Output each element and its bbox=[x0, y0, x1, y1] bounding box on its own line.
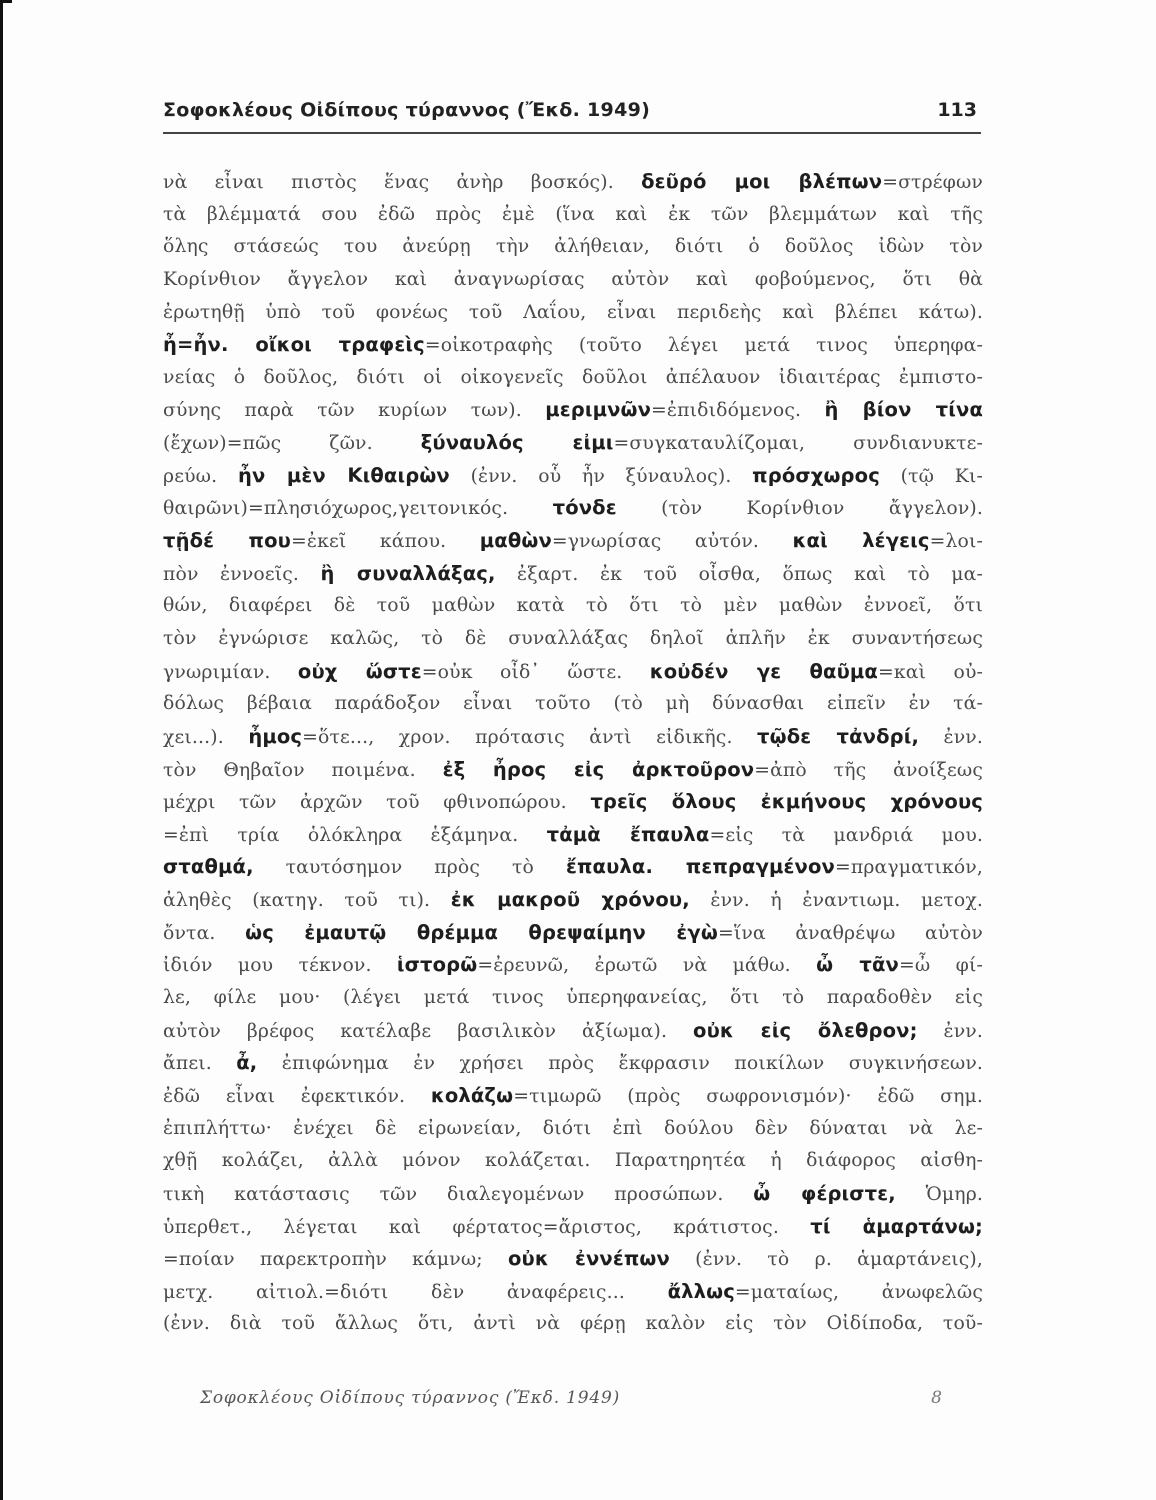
gloss: ρεύω. bbox=[163, 465, 238, 487]
gloss: ἐπιπλήττω· ἐνέχει δὲ εἰρωνείαν, διότι ἐπὶ δούλου δὲν δύναται νὰ λε- bbox=[163, 1117, 983, 1139]
lemma: ἦν μὲν Κιθαιρὼν bbox=[237, 463, 450, 487]
lemma: σταθμά, bbox=[163, 855, 254, 879]
lemma: ἢ βίον τίνα bbox=[824, 398, 983, 422]
gloss: =ἵνα ἀναθρέψω αὐτὸν bbox=[717, 922, 983, 944]
gloss: θών, διαφέρει δὲ τοῦ μαθὼν κατὰ τὸ ὅτι τὸ μὲν μαθὼν ἐννοεῖ, ὅτι bbox=[163, 595, 983, 617]
lemma: ἦ=ἦν. οἴκοι τραφεὶς bbox=[163, 333, 425, 357]
text-line bbox=[163, 1113, 983, 1146]
text-line bbox=[163, 297, 983, 330]
text-line bbox=[163, 1178, 983, 1211]
lemma: ὦ φέριστε, bbox=[753, 1181, 896, 1205]
lemma: ὡς ἐμαυτῷ θρέμμα θρεψαίμην ἐγὼ bbox=[245, 920, 718, 944]
gloss: =καὶ οὐ- bbox=[877, 661, 984, 683]
gloss: νείας ὁ δοῦλος, διότι οἱ οἰκογενεῖς δοῦλοι ἀπέλαυον ἰδιαιτέρας ἐμπιστο- bbox=[163, 366, 983, 388]
lemma: τόνδε bbox=[552, 496, 617, 520]
gloss: =εἰς τὰ μανδριά μου. bbox=[709, 824, 984, 846]
text-line bbox=[163, 656, 983, 689]
gloss: δόλως βέβαια παράδοξον εἶναι τοῦτο (τὸ μὴ δύνασθαι εἰπεῖν ἐν τά- bbox=[163, 693, 983, 715]
lemma: ἦμος bbox=[248, 724, 303, 748]
lemma: μαθὼν bbox=[479, 529, 552, 553]
gloss: =ἐρευνῶ, ἐρωτῶ νὰ μάθω. bbox=[477, 955, 817, 977]
gloss: ἐπιφώνημα ἐν χρήσει πρὸς ἔκφρασιν ποικίλων συγκινήσεων. bbox=[257, 1053, 984, 1075]
scan-corner bbox=[0, 0, 12, 3]
lemma: μεριμνῶν bbox=[545, 398, 652, 422]
gloss: ἰδιόν μου τέκνον. bbox=[163, 955, 397, 977]
gloss: πὸν ἐννοεῖς. bbox=[163, 563, 321, 585]
text-line bbox=[163, 1080, 983, 1113]
text-line bbox=[163, 492, 983, 525]
text-line bbox=[163, 1276, 983, 1309]
gloss: χθῇ κολάζει, ἀλλὰ μόνον κολάζεται. Παρατηρητέα ἡ διάφορος αἰσθη- bbox=[163, 1150, 983, 1172]
gloss: =γνωρίσας αὐτόν. bbox=[551, 531, 793, 553]
text-line bbox=[163, 199, 983, 232]
gloss: (ἐνν. διὰ τοῦ ἄλλως ὅτι, ἀντὶ νὰ φέρῃ καλὸν εἰς τὸν Οἰδίποδα, τοῦ- bbox=[163, 1313, 983, 1335]
gloss: λε, φίλε μου· (λέγει μετά τινος ὑπερηφανείας, ὅτι τὸ παραδοθὲν εἰς bbox=[163, 987, 983, 1009]
lemma: ἄλλως bbox=[667, 1279, 735, 1303]
gloss: =οἰκοτραφὴς (τοῦτο λέγει μετά τινος ὑπερηφα- bbox=[424, 335, 983, 357]
commentary-text bbox=[163, 166, 983, 1341]
lemma: ἐκ μακροῦ χρόνου, bbox=[450, 888, 690, 912]
gloss: (ἔχων)=πῶς ζῶν. bbox=[163, 433, 421, 455]
header-rule bbox=[163, 132, 981, 134]
gloss: (τῷ Κι- bbox=[879, 465, 983, 487]
lemma: οὐκ εἰς ὄλεθρον; bbox=[693, 1018, 918, 1042]
lemma: ἱστορῶ bbox=[396, 953, 478, 977]
gloss: =τιμωρῶ (πρὸς σωφρονισμόν)· ἐδῶ σημ. bbox=[513, 1085, 983, 1107]
lemma: ἔπαυλα. πεπραγμένον bbox=[565, 855, 835, 879]
lemma: τῷδε τἀνδρί, bbox=[757, 724, 920, 748]
gloss: ἄπει. bbox=[163, 1053, 237, 1075]
text-line bbox=[163, 1308, 983, 1341]
text-line bbox=[163, 754, 983, 787]
text-line bbox=[163, 1015, 983, 1048]
lemma: δεῦρό μοι βλέπων bbox=[641, 170, 883, 193]
lemma: κολάζω bbox=[430, 1083, 514, 1107]
text-line bbox=[163, 851, 983, 884]
gloss: Κορίνθιον ἄγγελον καὶ ἀναγνωρίσας αὐτὸν καὶ φοβούμενος, ὅτι θὰ bbox=[163, 268, 983, 290]
gloss: ἐρωτηθῇ ὑπὸ τοῦ φονέως τοῦ Λαΐου, εἶναι περιδεὴς καὶ βλέπει κάτω). bbox=[163, 301, 983, 323]
gloss: ἐνν. bbox=[917, 1020, 983, 1042]
gloss: ὄντα. bbox=[163, 922, 246, 944]
gloss: =στρέφων bbox=[882, 172, 983, 193]
gloss: =συγκαταυλίζομαι, συνδιανυκτε- bbox=[613, 433, 983, 455]
gloss: =οὐκ οἶδ᾽ ὥστε. bbox=[421, 661, 650, 683]
gloss: ἐνν. bbox=[919, 726, 983, 748]
gloss: ἐδῶ εἶναι ἐφεκτικόν. bbox=[163, 1085, 431, 1107]
lemma: οὐχ ὥστε bbox=[297, 659, 422, 683]
gloss: ἀληθὲς (κατηγ. τοῦ τι). bbox=[163, 890, 451, 912]
gloss: νὰ εἶναι πιστὸς ἕνας ἀνὴρ βοσκός). bbox=[163, 172, 642, 193]
text-line bbox=[163, 623, 983, 656]
gloss: =ἐπιδιδόμενος. bbox=[651, 400, 825, 422]
text-line bbox=[163, 819, 983, 852]
text-line bbox=[163, 786, 983, 819]
gloss: γνωριμίαν. bbox=[163, 661, 298, 683]
gloss: =λοι- bbox=[929, 531, 984, 553]
gloss: ταυτόσημον πρὸς τὸ bbox=[253, 857, 566, 879]
lemma: ὦ τᾶν bbox=[816, 953, 899, 977]
running-footer bbox=[200, 1388, 950, 1418]
lemma: ἆ, bbox=[236, 1051, 258, 1075]
gloss: =ματαίως, ἀνωφελῶς bbox=[734, 1281, 983, 1303]
text-line bbox=[163, 1145, 983, 1178]
text-line bbox=[163, 362, 983, 395]
gloss: Ὁμηρ. bbox=[895, 1183, 984, 1205]
gloss: =ὦ φί- bbox=[898, 955, 983, 977]
gloss: ἐξαρτ. ἐκ τοῦ οἶσθα, ὅπως καὶ τὸ μα- bbox=[495, 563, 983, 585]
gloss: =ἀπὸ τῆς ἀνοίξεως bbox=[754, 759, 983, 781]
header-title: Σοφοκλέους Οἰδίπους τύραννος (Ἔκδ. 1949) bbox=[163, 99, 651, 121]
running-header bbox=[163, 97, 981, 127]
scan-edge bbox=[0, 0, 3, 1500]
gloss: =ἐκεῖ κάπου. bbox=[290, 531, 480, 553]
lemma: τρεῖς ὅλους ἐκμήνους χρόνους bbox=[590, 790, 983, 814]
gloss: (ἐνν. οὗ ἦν ξύναυλος). bbox=[449, 465, 753, 487]
gloss: τὸν Θηβαῖον ποιμένα. bbox=[163, 759, 443, 781]
text-line bbox=[163, 688, 983, 721]
gloss: μετχ. αἰτιολ.=διότι δὲν ἀναφέρεις... bbox=[163, 1281, 668, 1303]
lemma: τί ἁμαρτάνω; bbox=[810, 1214, 983, 1238]
text-line bbox=[163, 329, 983, 362]
gloss: αὐτὸν βρέφος κατέλαβε βασιλικὸν ἀξίωμα). bbox=[163, 1020, 694, 1042]
gloss: ἐνν. ἡ ἐναντιωμ. μετοχ. bbox=[689, 890, 983, 912]
text-line bbox=[163, 231, 983, 264]
lemma: οὐκ ἐννέπων bbox=[508, 1247, 670, 1271]
text-line bbox=[163, 460, 983, 493]
text-line bbox=[163, 982, 983, 1015]
lemma: ἐξ ἦρος εἰς ἀρκτοῦρον bbox=[442, 757, 755, 781]
text-line bbox=[163, 558, 983, 591]
lemma: ἢ συναλλάξας, bbox=[320, 561, 496, 585]
gloss: =ὅτε..., χρον. πρότασις ἀντὶ εἰδικῆς. bbox=[302, 726, 758, 748]
gloss: τὸν ἐγνώρισε καλῶς, τὸ δὲ συναλλάξας δηλοῖ ἁπλῆν ἐκ συναντήσεως bbox=[163, 627, 983, 649]
lemma: τῇδέ που bbox=[163, 529, 291, 553]
gloss: =ποίαν παρεκτροπὴν κάμνω; bbox=[163, 1249, 509, 1271]
gloss: μέχρι τῶν ἀρχῶν τοῦ φθινοπώρου. bbox=[163, 792, 591, 814]
gloss: =πραγματικόν, bbox=[834, 857, 983, 879]
text-line bbox=[163, 166, 983, 199]
text-line bbox=[163, 590, 983, 623]
gloss: (ἐνν. τὸ ρ. ἁμαρτάνεις), bbox=[669, 1249, 983, 1271]
text-line bbox=[163, 525, 983, 558]
lemma: τἀμὰ ἔπαυλα bbox=[546, 822, 710, 846]
text-line bbox=[163, 949, 983, 982]
text-line bbox=[163, 1211, 983, 1244]
gloss: (τὸν Κορίνθιον ἄγγελον). bbox=[616, 498, 983, 520]
lemma: κοὐδέν γε θαῦμα bbox=[649, 659, 878, 683]
text-line bbox=[163, 1047, 983, 1080]
gloss: =ἐπὶ τρία ὁλόκληρα ἑξάμηνα. bbox=[163, 824, 547, 846]
text-line bbox=[163, 427, 983, 460]
text-line bbox=[163, 264, 983, 297]
gloss: θαιρῶνι)=πλησιόχωρος,γειτονικός. bbox=[163, 498, 553, 520]
text-line bbox=[163, 394, 983, 427]
lemma: καὶ λέγεις bbox=[792, 529, 930, 553]
gloss: τὰ βλέμματά σου ἐδῶ πρὸς ἐμὲ (ἵνα καὶ ἐκ τῶν βλεμμάτων καὶ τῆς bbox=[163, 203, 983, 225]
text-line bbox=[163, 884, 983, 917]
lemma: ξύναυλός εἰμι bbox=[420, 431, 614, 455]
signature-mark: 8 bbox=[931, 1388, 942, 1408]
gloss: ὑπερθετ., λέγεται καὶ φέρτατος=ἄριστος, κράτιστος. bbox=[163, 1216, 811, 1238]
gloss: χει...). bbox=[163, 726, 249, 748]
footer-title: Σοφοκλέους Οἰδίπους τύραννος (Ἔκδ. 1949) bbox=[200, 1388, 621, 1408]
gloss: σύνης παρὰ τῶν κυρίων των). bbox=[163, 400, 546, 422]
text-line bbox=[163, 1243, 983, 1276]
page-number: 113 bbox=[937, 99, 977, 121]
gloss: τικὴ κατάστασις τῶν διαλεγομένων προσώπων. bbox=[163, 1183, 754, 1205]
text-line bbox=[163, 721, 983, 754]
gloss: ὅλης στάσεώς του ἀνεύρῃ τὴν ἀλήθειαν, διότι ὁ δοῦλος ἰδὼν τὸν bbox=[163, 236, 983, 258]
text-line bbox=[163, 917, 983, 950]
lemma: πρόσχωρος bbox=[752, 463, 880, 487]
